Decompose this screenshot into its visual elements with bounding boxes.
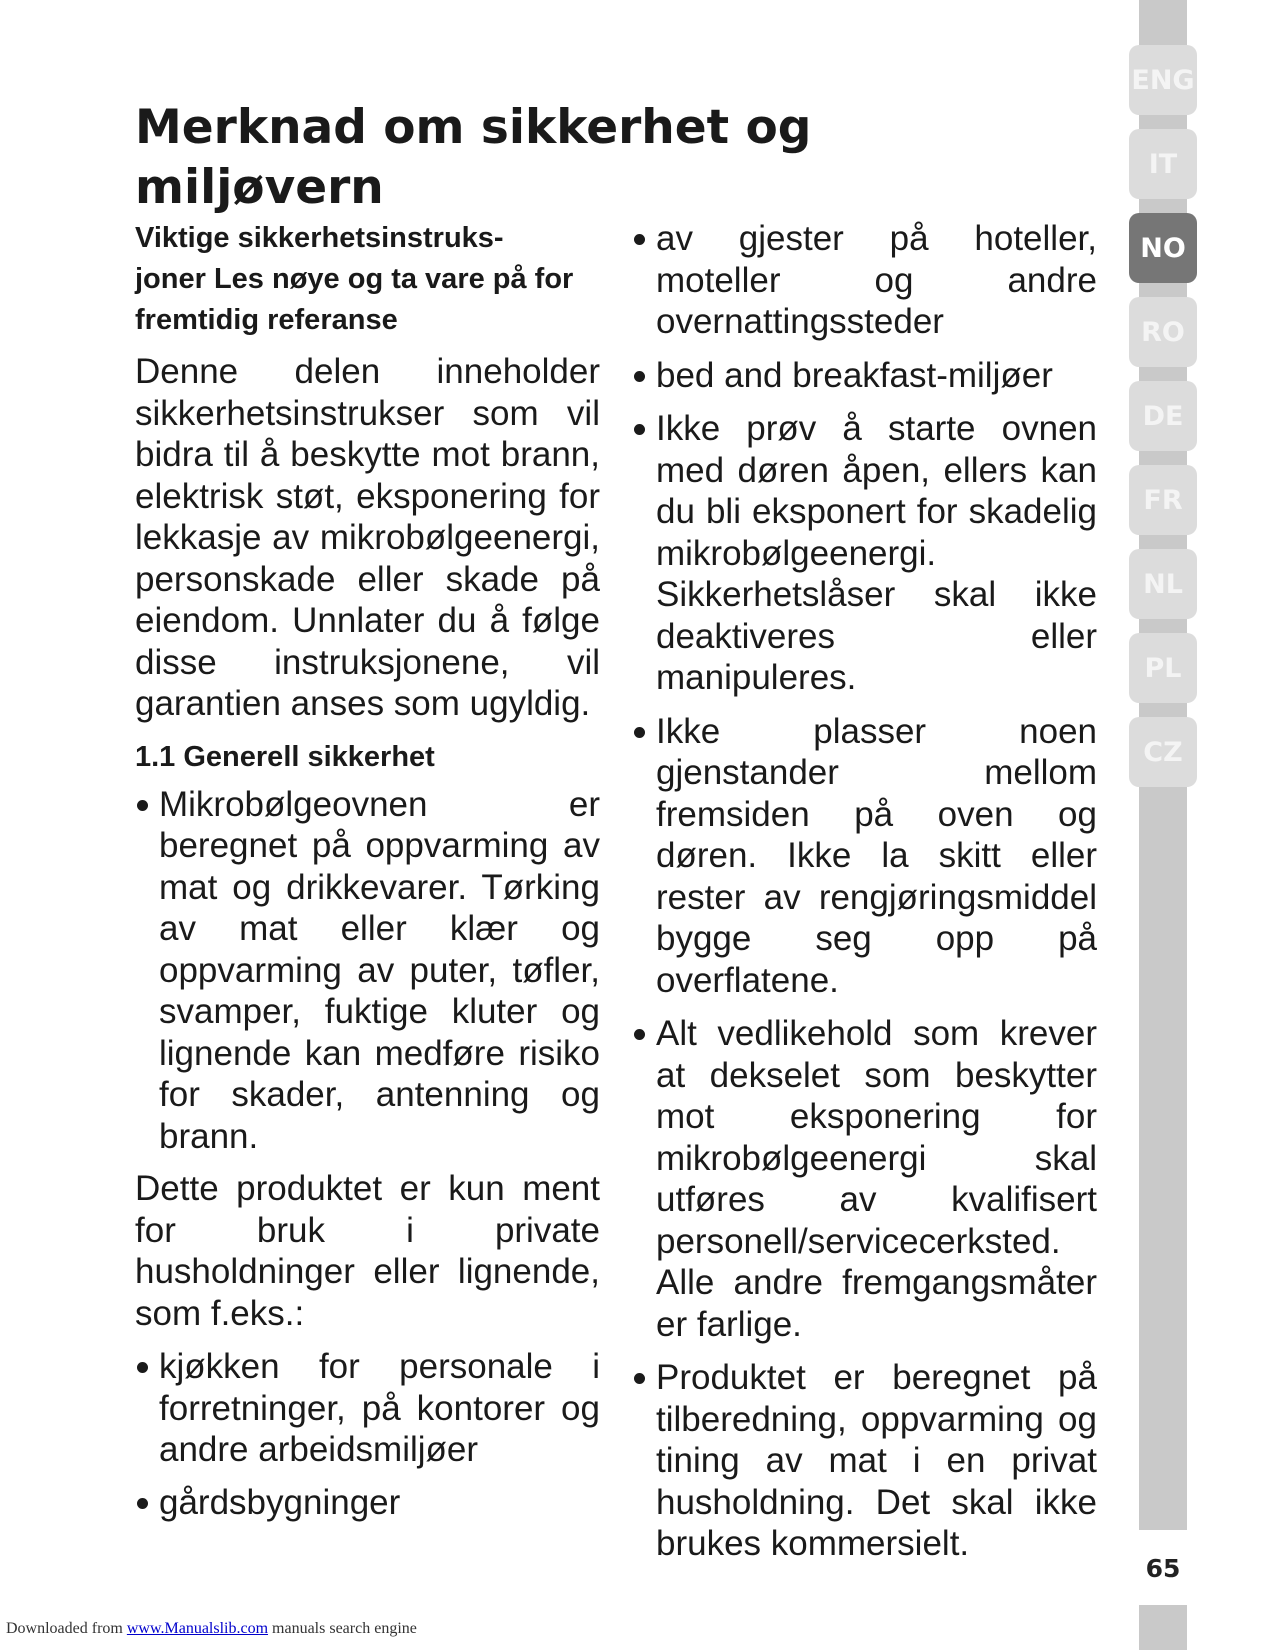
- list-item: av gjester på hoteller, moteller og andre overnattingssteder: [632, 218, 1097, 343]
- tab-nl[interactable]: NL: [1129, 549, 1197, 619]
- bullet-icon: [137, 800, 148, 811]
- tab-ro[interactable]: RO: [1129, 297, 1197, 367]
- sidebar-strip-bottom: [1139, 1605, 1187, 1650]
- left-column: [135, 218, 600, 1534]
- tab-fr[interactable]: FR: [1129, 465, 1197, 535]
- page-number: 65: [1145, 1554, 1181, 1583]
- list-item: Produktet er beregnet på tilberedning, oppvarming og tining av mat i en privat husholdning. Det skal ikke brukes kommersielt.: [632, 1357, 1097, 1565]
- bullet-icon: [634, 371, 645, 382]
- bullet-icon: [634, 234, 645, 245]
- bullet-icon: [634, 1373, 645, 1384]
- bullet-icon: [634, 727, 645, 738]
- tab-cz[interactable]: CZ: [1129, 717, 1197, 787]
- list-item: bed and breakfast-miljøer: [632, 355, 1097, 397]
- list-item: Mikrobølgeovnen er beregnet på oppvarming av mat og drikkevarer. Tørking av mat eller klær og oppvarming av puter, tøfler, svamper, fuktige kluter og lignende kan medføre risiko for skader, antenning og brann.: [135, 784, 600, 1158]
- page-title: Merknad om sikkerhet og miljøvern: [135, 100, 812, 215]
- bullet-list-right: [632, 218, 1097, 1565]
- tab-no[interactable]: NO: [1129, 213, 1197, 283]
- tab-eng[interactable]: ENG: [1129, 45, 1197, 115]
- intro-heading: Viktige sikkerhetsinstruks- joner Les nøye og ta vare på for fremtidig referanse: [135, 222, 574, 336]
- tab-it[interactable]: IT: [1129, 129, 1197, 199]
- list-item: Ikke prøv å starte ovnen med døren åpen, ellers kan du bli eksponert for skadelig mikrobølgeenergi. Sikkerhetslåser skal ikke deaktiveres eller manipuleres.: [632, 408, 1097, 699]
- language-sidebar: [1131, 0, 1195, 1650]
- bullet-list-general: [135, 784, 600, 1158]
- bullet-icon: [634, 1029, 645, 1040]
- footer: [6, 1620, 417, 1638]
- tab-de[interactable]: DE: [1129, 381, 1197, 451]
- list-item: gårdsbygninger: [135, 1482, 600, 1524]
- footer-prefix: Downloaded from: [6, 1620, 127, 1637]
- bullet-icon: [137, 1362, 148, 1373]
- usage-text: Dette produktet er kun ment for bruk i private husholdninger eller lignende, som f.eks.:: [135, 1169, 600, 1333]
- intro-text: Denne delen inneholder sikkerhetsinstrukser som vil bidra til å beskytte mot brann, elektrisk støt, eksponering for lekkasje av mikrobølgeenergi, personskade eller skade på eiendom. Unnlater du å følge disse instruksjonene, vil garantien anses som ugyldig.: [135, 352, 600, 723]
- section-heading: 1.1 Generell sikkerhet: [135, 740, 435, 773]
- tab-pl[interactable]: PL: [1129, 633, 1197, 703]
- list-item: kjøkken for personale i forretninger, på kontorer og andre arbeidsmiljøer: [135, 1346, 600, 1471]
- footer-suffix: manuals search engine: [268, 1620, 417, 1637]
- list-item: Alt vedlikehold som krever at dekselet som beskytter mot eksponering for mikrobølgeenergi skal utføres av kvalifisert personell/servicecerksted. Alle andre fremgangsmåter er farlige.: [632, 1013, 1097, 1345]
- list-item: Ikke plasser noen gjenstander mellom fremsiden på oven og døren. Ikke la skitt eller rester av rengjøringsmiddel bygge seg opp på overflatene.: [632, 711, 1097, 1002]
- footer-link[interactable]: www.Manualslib.com: [126, 1620, 269, 1637]
- bullet-icon: [634, 424, 645, 435]
- bullet-icon: [137, 1498, 148, 1509]
- right-column: [632, 218, 1097, 1577]
- bullet-list-usage: [135, 1346, 600, 1523]
